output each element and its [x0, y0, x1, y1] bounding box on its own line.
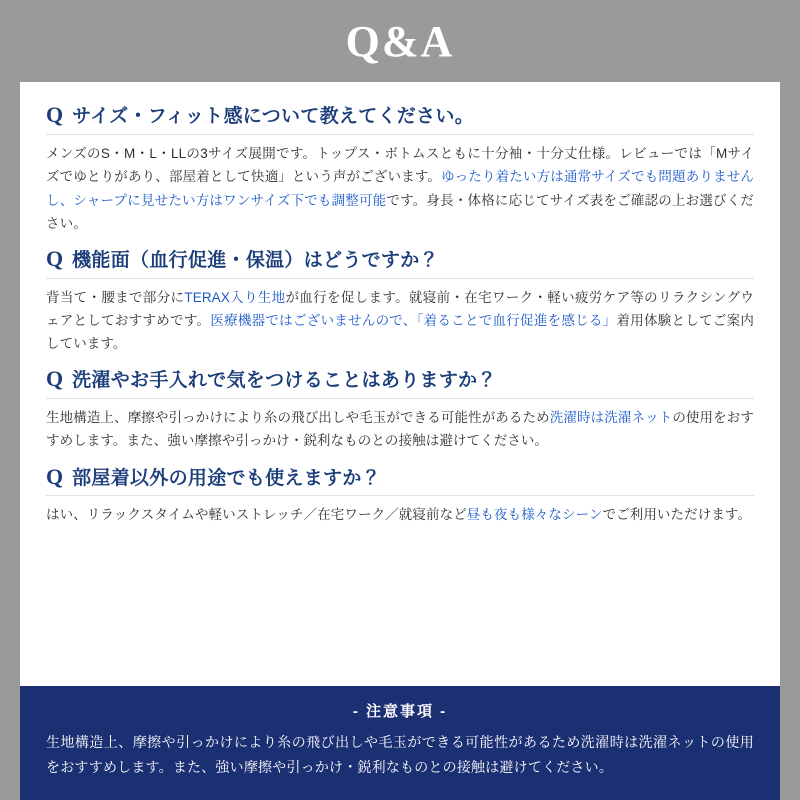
qa-item — [46, 248, 754, 355]
qa-item — [46, 463, 754, 527]
question-marker: Q — [46, 246, 64, 272]
question-marker: Q — [46, 463, 64, 489]
question-line — [46, 463, 754, 497]
page-title: Q&A — [345, 17, 455, 66]
question-text: サイズ・フィット感について教えてください。 — [72, 106, 475, 128]
question-line — [46, 104, 754, 135]
answer-text: はい、リラックスタイムや軽いストレッチ／在宅ワーク／就寝前など昼も夜も様々なシーンでご利用いただけます。 — [46, 507, 752, 523]
question-line — [46, 248, 754, 279]
question-marker: Q — [46, 102, 64, 128]
qa-card — [20, 82, 780, 686]
answer-text: メンズのS・M・L・LLの3サイズ展開です。トップス・ボトムスともに十分袖・十分丈仕様。レビューでは「Mサイズでゆとりがあり、部屋着として快適」という声がございます。ゆったり着たい方は通常サイズでも問題ありませんし、シャープに見せたい方はワンサイズ下でも調整可能です。身長・体格に応じてサイズ表をご確認の上お選びください。 — [46, 146, 754, 231]
question-line — [46, 368, 754, 399]
notice-title: - 注意事項 - — [352, 703, 448, 721]
qa-item — [46, 368, 754, 452]
question-text: 部屋着以外の用途でも使えますか？ — [72, 467, 381, 489]
notice-body: 生地構造上、摩擦や引っかけにより糸の飛び出しや毛玉ができる可能性があるため洗濯時は洗濯ネットの使用をおすすめします。また、強い摩擦や引っかけ・鋭利なものとの接触は避けてください。 — [46, 734, 754, 776]
answer-text: 背当て・腰まで部分にTERAX入り生地が血行を促します。就寝前・在宅ワーク・軽い疲労ケア等のリラクシングウェアとしておすすめです。医療機器ではございませんので、「着ることで血行促進を感じる」着用体験としてご案内しています。 — [46, 289, 755, 352]
question-text: 洗濯やお手入れで気をつけることはありますか？ — [72, 370, 497, 392]
question-text: 機能面（血行促進・保温）はどうですか？ — [72, 250, 439, 272]
qa-item — [46, 104, 754, 235]
notice-section — [20, 686, 780, 800]
question-marker: Q — [46, 366, 64, 392]
answer-text: 生地構造上、摩擦や引っかけにより糸の飛び出しや毛玉ができる可能性があるため洗濯時は洗濯ネットの使用をおすすめします。また、強い摩擦や引っかけ・鋭利なものとの接触は避けてください。 — [46, 410, 754, 449]
